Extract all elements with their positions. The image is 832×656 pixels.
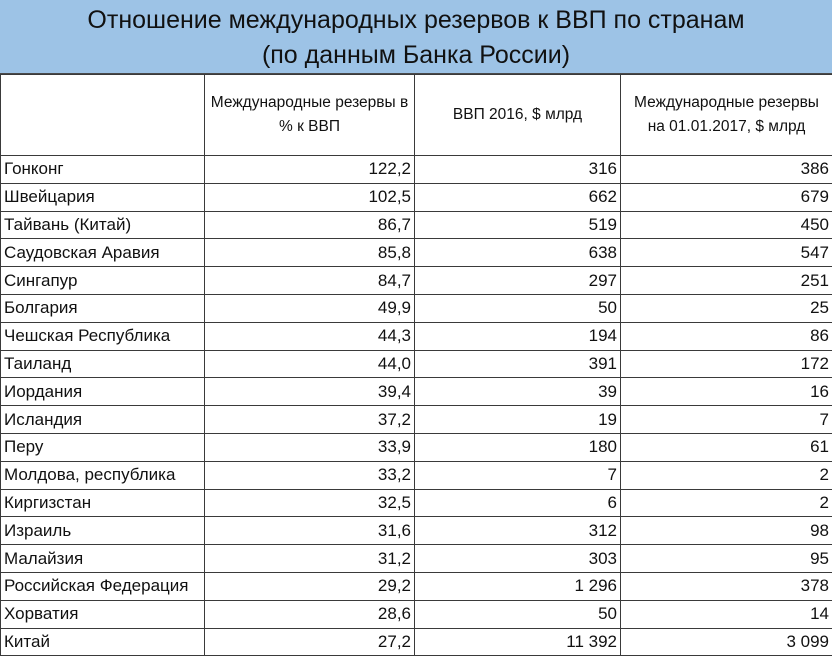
reserves-cell: 98 bbox=[621, 517, 832, 545]
gdp-cell: 19 bbox=[415, 406, 621, 434]
reserves-cell: 7 bbox=[621, 406, 832, 434]
gdp-cell: 6 bbox=[415, 489, 621, 517]
table-row bbox=[1, 628, 832, 656]
reserves-table bbox=[0, 74, 832, 656]
country-cell: Израиль bbox=[1, 517, 205, 545]
table-row bbox=[1, 211, 832, 239]
country-cell: Таиланд bbox=[1, 350, 205, 378]
table-row bbox=[1, 406, 832, 434]
reserves-cell: 14 bbox=[621, 600, 832, 628]
reserves-cell: 679 bbox=[621, 183, 832, 211]
reserves-cell: 378 bbox=[621, 572, 832, 600]
country-cell: Швейцария bbox=[1, 183, 205, 211]
reserves-pct-cell: 31,2 bbox=[205, 545, 415, 573]
country-cell: Киргизстан bbox=[1, 489, 205, 517]
header-country bbox=[1, 75, 205, 156]
country-cell: Иордания bbox=[1, 378, 205, 406]
gdp-cell: 50 bbox=[415, 294, 621, 322]
table-row bbox=[1, 183, 832, 211]
country-cell: Гонконг bbox=[1, 156, 205, 184]
table-row bbox=[1, 489, 832, 517]
country-cell: Сингапур bbox=[1, 267, 205, 295]
reserves-cell: 86 bbox=[621, 322, 832, 350]
reserves-pct-cell: 49,9 bbox=[205, 294, 415, 322]
reserves-pct-cell: 33,9 bbox=[205, 433, 415, 461]
reserves-pct-cell: 37,2 bbox=[205, 406, 415, 434]
reserves-pct-cell: 39,4 bbox=[205, 378, 415, 406]
reserves-cell: 3 099 bbox=[621, 628, 832, 656]
country-cell: Чешская Республика bbox=[1, 322, 205, 350]
table-row bbox=[1, 350, 832, 378]
gdp-cell: 391 bbox=[415, 350, 621, 378]
reserves-pct-cell: 85,8 bbox=[205, 239, 415, 267]
gdp-cell: 316 bbox=[415, 156, 621, 184]
country-cell: Малайзия bbox=[1, 545, 205, 573]
title-line-1: Отношение международных резервов к ВВП по странам bbox=[0, 3, 832, 38]
table-row bbox=[1, 545, 832, 573]
country-cell: Перу bbox=[1, 433, 205, 461]
gdp-cell: 11 392 bbox=[415, 628, 621, 656]
header-reserves-2017: Международные резервы на 01.01.2017, $ млрд bbox=[621, 75, 832, 156]
reserves-pct-cell: 122,2 bbox=[205, 156, 415, 184]
reserves-pct-cell: 31,6 bbox=[205, 517, 415, 545]
reserves-cell: 547 bbox=[621, 239, 832, 267]
header-row bbox=[1, 75, 832, 156]
reserves-cell: 251 bbox=[621, 267, 832, 295]
country-cell: Болгария bbox=[1, 294, 205, 322]
table-body bbox=[1, 156, 832, 656]
gdp-cell: 7 bbox=[415, 461, 621, 489]
reserves-cell: 61 bbox=[621, 433, 832, 461]
gdp-cell: 39 bbox=[415, 378, 621, 406]
reserves-cell: 25 bbox=[621, 294, 832, 322]
reserves-cell: 2 bbox=[621, 461, 832, 489]
country-cell: Молдова, республика bbox=[1, 461, 205, 489]
reserves-pct-cell: 84,7 bbox=[205, 267, 415, 295]
reserves-pct-cell: 28,6 bbox=[205, 600, 415, 628]
table-row bbox=[1, 572, 832, 600]
reserves-pct-cell: 102,5 bbox=[205, 183, 415, 211]
reserves-cell: 95 bbox=[621, 545, 832, 573]
reserves-cell: 172 bbox=[621, 350, 832, 378]
table-row bbox=[1, 294, 832, 322]
reserves-cell: 2 bbox=[621, 489, 832, 517]
table-row bbox=[1, 267, 832, 295]
header-reserves-pct-gdp: Международные резервы в % к ВВП bbox=[205, 75, 415, 156]
reserves-pct-cell: 32,5 bbox=[205, 489, 415, 517]
country-cell: Российская Федерация bbox=[1, 572, 205, 600]
country-cell: Тайвань (Китай) bbox=[1, 211, 205, 239]
country-cell: Исландия bbox=[1, 406, 205, 434]
reserves-cell: 450 bbox=[621, 211, 832, 239]
reserves-cell: 16 bbox=[621, 378, 832, 406]
reserves-pct-cell: 33,2 bbox=[205, 461, 415, 489]
table-row bbox=[1, 239, 832, 267]
gdp-cell: 312 bbox=[415, 517, 621, 545]
gdp-cell: 297 bbox=[415, 267, 621, 295]
reserves-pct-cell: 29,2 bbox=[205, 572, 415, 600]
gdp-cell: 1 296 bbox=[415, 572, 621, 600]
table-row bbox=[1, 600, 832, 628]
table-row bbox=[1, 517, 832, 545]
table-row bbox=[1, 378, 832, 406]
gdp-cell: 180 bbox=[415, 433, 621, 461]
title-line-2: (по данным Банка России) bbox=[0, 38, 832, 73]
table-row bbox=[1, 461, 832, 489]
country-cell: Саудовская Аравия bbox=[1, 239, 205, 267]
table-row bbox=[1, 156, 832, 184]
reserves-pct-cell: 44,0 bbox=[205, 350, 415, 378]
reserves-pct-cell: 44,3 bbox=[205, 322, 415, 350]
table-row bbox=[1, 322, 832, 350]
table-row bbox=[1, 433, 832, 461]
gdp-cell: 662 bbox=[415, 183, 621, 211]
gdp-cell: 519 bbox=[415, 211, 621, 239]
table-title bbox=[0, 0, 832, 74]
country-cell: Хорватия bbox=[1, 600, 205, 628]
reserves-pct-cell: 27,2 bbox=[205, 628, 415, 656]
gdp-cell: 303 bbox=[415, 545, 621, 573]
gdp-cell: 194 bbox=[415, 322, 621, 350]
header-gdp-2016: ВВП 2016, $ млрд bbox=[415, 75, 621, 156]
reserves-pct-cell: 86,7 bbox=[205, 211, 415, 239]
gdp-cell: 50 bbox=[415, 600, 621, 628]
gdp-cell: 638 bbox=[415, 239, 621, 267]
country-cell: Китай bbox=[1, 628, 205, 656]
reserves-cell: 386 bbox=[621, 156, 832, 184]
